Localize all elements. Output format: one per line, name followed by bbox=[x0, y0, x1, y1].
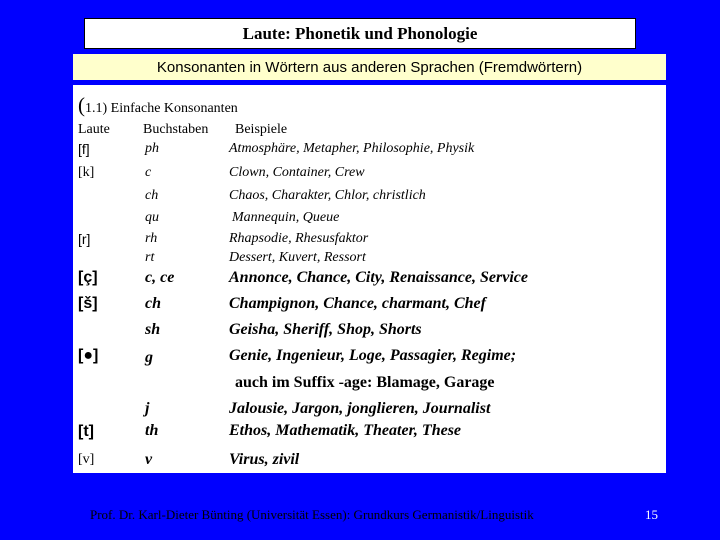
letters-c-ce: c, ce bbox=[145, 269, 175, 286]
slide-subtitle: Konsonanten in Wörtern aus anderen Sprachen (Fremdwörtern) bbox=[73, 54, 666, 80]
sound-c-cedilla: [ç] bbox=[78, 269, 98, 286]
letters-f: ph bbox=[145, 141, 159, 156]
suffix-note: auch im Suffix -age: Blamage, Garage bbox=[235, 374, 495, 391]
sound-sh: [š] bbox=[78, 295, 98, 312]
section-paren: ( bbox=[78, 93, 85, 117]
letters-rh: rh bbox=[145, 231, 158, 246]
examples-qu: Mannequin, Queue bbox=[232, 210, 340, 225]
sound-r: [r] bbox=[78, 231, 91, 247]
header-buchstaben: Buchstaben bbox=[143, 122, 209, 137]
letters-rt: rt bbox=[145, 250, 155, 265]
sound-zh: [●] bbox=[78, 347, 99, 364]
examples-th: Ethos, Mathematik, Theater, These bbox=[229, 422, 462, 439]
examples-j: Jalousie, Jargon, jonglieren, Journalist bbox=[229, 400, 491, 417]
letters-qu: qu bbox=[145, 210, 159, 225]
examples-f: Atmosphäre, Metapher, Philosophie, Physik bbox=[229, 141, 475, 156]
letters-th: th bbox=[145, 422, 159, 439]
examples-ch: Chaos, Charakter, Chlor, christlich bbox=[229, 188, 426, 203]
page-number: 15 bbox=[645, 507, 658, 522]
examples-rt: Dessert, Kuvert, Ressort bbox=[229, 250, 366, 265]
slide-title: Laute: Phonetik und Phonologie bbox=[84, 18, 636, 49]
examples-c-ce: Annonce, Chance, City, Renaissance, Service bbox=[229, 269, 528, 286]
sound-t: [t] bbox=[78, 423, 94, 440]
sound-f: [f] bbox=[78, 141, 90, 157]
letters-ch-sh: ch bbox=[145, 295, 161, 312]
letters-v: v bbox=[145, 451, 153, 468]
content-panel bbox=[73, 85, 666, 473]
examples-ch-sh: Champignon, Chance, charmant, Chef bbox=[229, 295, 486, 312]
slide-footer: Prof. Dr. Karl-Dieter Bünting (Universität Essen): Grundkurs Germanistik/Linguistik bbox=[90, 507, 534, 522]
letters-ch: ch bbox=[145, 188, 159, 203]
header-laute: Laute bbox=[78, 122, 110, 137]
examples-sh: Geisha, Sheriff, Shop, Shorts bbox=[229, 321, 422, 338]
letters-j: j bbox=[145, 400, 150, 417]
examples-rh: Rhapsodie, Rhesusfaktor bbox=[229, 231, 369, 246]
letters-sh: sh bbox=[145, 321, 161, 338]
section-heading bbox=[78, 93, 238, 118]
sound-k: [k] bbox=[78, 165, 95, 180]
examples-v: Virus, zivil bbox=[229, 451, 300, 468]
header-beispiele: Beispiele bbox=[235, 122, 288, 137]
letters-g: g bbox=[145, 349, 153, 366]
sound-v: [v] bbox=[78, 452, 95, 467]
letters-k: c bbox=[145, 165, 152, 180]
examples-k: Clown, Container, Crew bbox=[229, 165, 365, 180]
section-text: 1.1) Einfache Konsonanten bbox=[85, 101, 238, 116]
examples-g: Genie, Ingenieur, Loge, Passagier, Regime; bbox=[229, 347, 517, 364]
